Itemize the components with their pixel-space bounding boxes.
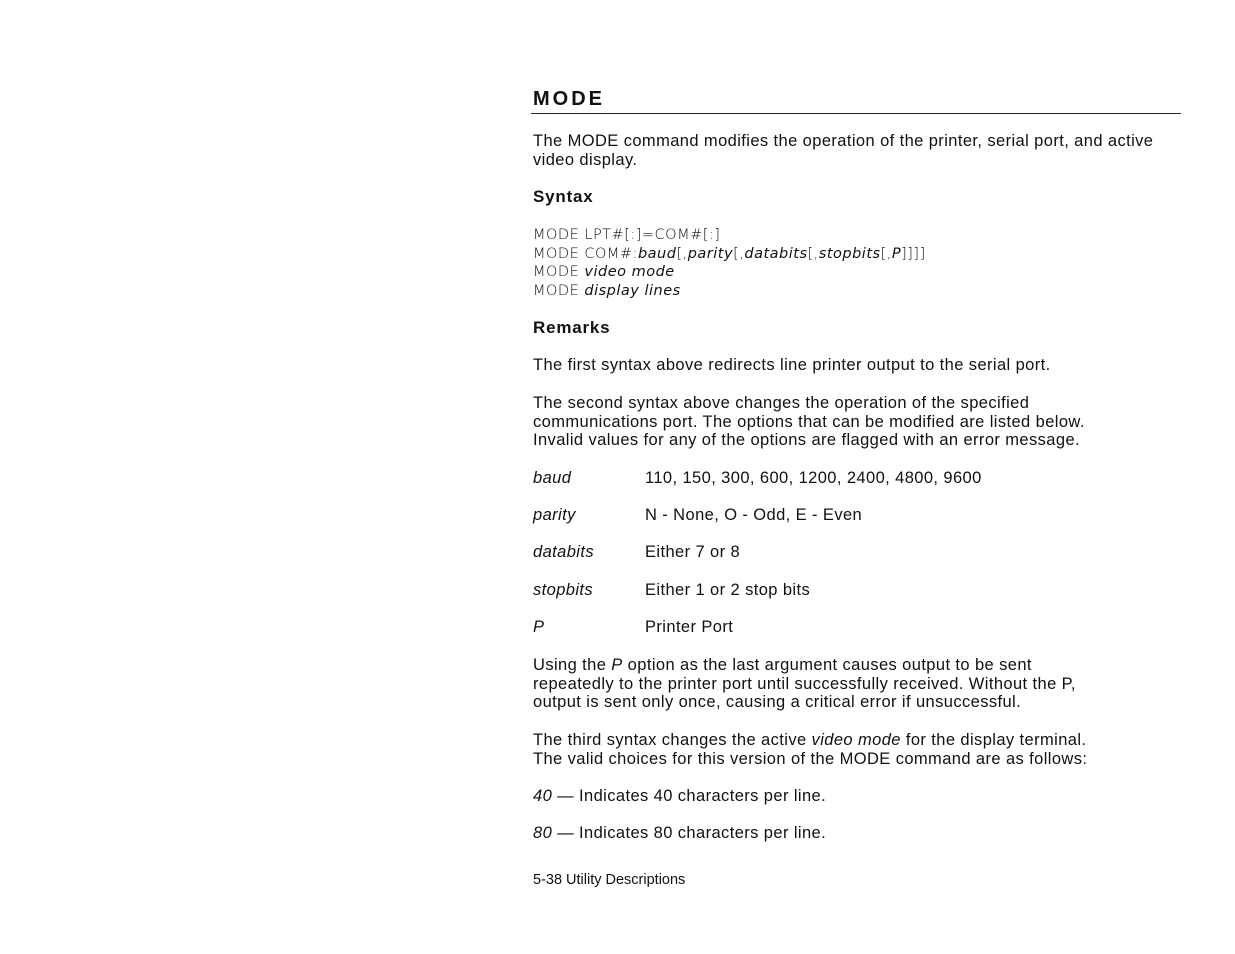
remarks-paragraph-2 [533,394,1085,450]
option-row-baud [533,468,982,488]
remarks-paragraph-2-line: The second syntax above changes the operation of the specified [533,394,1030,412]
p-option-paragraph [533,656,1076,712]
page-title: MODE [533,88,605,110]
option-row-stopbits [533,580,810,600]
option-name: baud [533,469,572,487]
video-mode-line: The valid choices for this version of the MODE command are as follows: [533,749,1088,768]
p-option-line: repeatedly to the printer port until successfully received. Without the P, [533,674,1076,693]
syntax-line-3: MODE video mode [533,264,675,281]
video-mode-line: The third syntax changes the active video mode for the display terminal. [533,731,1087,749]
syntax-line-1: MODE LPT#[:]=COM#[:] [533,227,721,243]
page-footer: 5-38 Utility Descriptions [533,872,686,888]
p-option-line: output is sent only once, causing a critical error if unsuccessful. [533,693,1022,712]
syntax-heading: Syntax [533,187,594,206]
option-desc: Printer Port [645,618,734,636]
option-row-parity [533,505,862,525]
option-desc: 110, 150, 300, 600, 1200, 2400, 4800, 9600 [645,469,982,487]
option-desc: Either 1 or 2 stop bits [645,581,811,599]
option-name: P [533,618,545,636]
mode-40-line: 40 — Indicates 40 characters per line. [533,787,827,805]
option-desc: N - None, O - Odd, E - Even [645,506,863,524]
p-option-line: Using the P option as the last argument causes output to be sent [533,656,1032,674]
syntax-block [533,226,926,301]
remarks-paragraph-2-line: Invalid values for any of the options are flagged with an error message. [533,431,1081,450]
option-row-p [533,617,733,637]
remarks-heading: Remarks [533,318,611,337]
syntax-line-4: MODE display lines [533,283,681,300]
option-name: stopbits [533,581,594,599]
video-mode-paragraph [533,731,1087,768]
option-name: databits [533,543,594,561]
remarks-paragraph-1: The first syntax above redirects line printer output to the serial port. [533,356,1051,374]
syntax-line-2: MODE COM#:baud[,parity[,databits[,stopbits[,P]]]] [533,245,926,262]
intro-paragraph: The MODE command modifies the operation of the printer, serial port, and active video display. [533,132,1154,169]
option-name: parity [533,506,576,524]
option-desc: Either 7 or 8 [645,543,741,561]
title-rule [531,113,1181,114]
option-row-databits [533,542,740,562]
mode-80-line: 80 — Indicates 80 characters per line. [533,824,827,842]
remarks-paragraph-2-line: communications port. The options that can be modified are listed below. [533,412,1085,431]
